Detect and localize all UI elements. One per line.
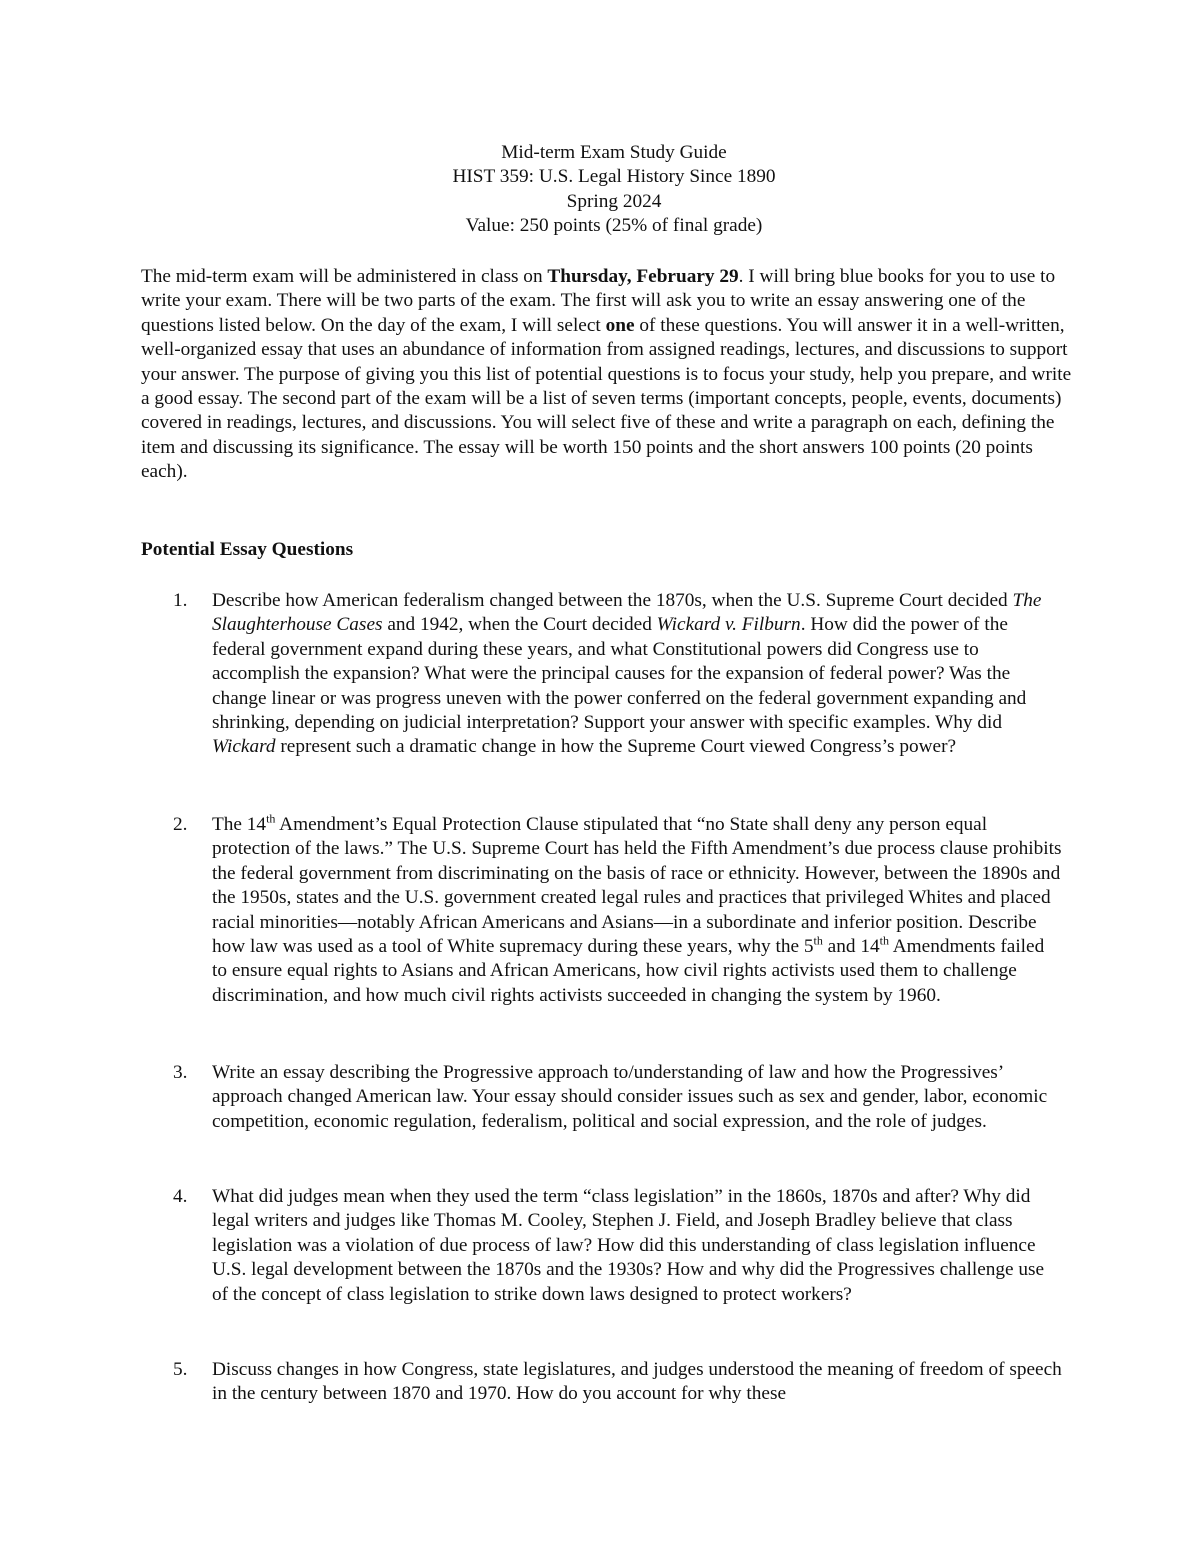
intro-emphasis-one: one xyxy=(605,314,635,336)
exam-value: Value: 250 points (25% of final grade) xyxy=(465,215,763,237)
question-text: Write an essay describing the Progressive approach to/understanding of law and how the Progressives’ approach changed American law. Your essay should consider issues such as sex and gender, labor, economic competition, economic regulation, federalism, political and social expression, and the role of judges. xyxy=(212,1062,1048,1132)
term-label: Spring 2024 xyxy=(566,190,662,212)
question-text-part: and 14 xyxy=(822,936,880,958)
ordinal-suffix: th xyxy=(879,933,889,948)
case-name: Wickard xyxy=(212,736,276,758)
document-title: Mid-term Exam Study Guide xyxy=(501,142,727,163)
question-text-part: . How did the power of the federal government expand during these years, and what Constitutional powers did Congress use to accomplish the expansion? What were the principal causes for the expansion of federal power? Was the change linear or was progress uneven with the power conferred on the federal government expanding and shrinking, depending on judicial interpretation? Support your answer with specific examples. Why did xyxy=(212,614,1027,734)
question-number: 4. xyxy=(173,1186,188,1207)
exam-date: Thursday, February 29 xyxy=(547,266,739,287)
question-text-part: The 14 xyxy=(212,814,267,835)
intro-text-3: of these questions. You will answer it in a well-written, well-organized essay that uses an abundance of information from assigned readings, lectures, and discussions to support your answer. The purpose of giving you this list of potential questions is to focus your study, help you prepare, and write a good essay. The second part of the exam will be a list of seven terms (important concepts, people, events, documents) covered in readings, lectures, and discussions. You will select five of these and write a paragraph on each, defining the item and discussing its significance. The essay will be worth 150 points and the short answers 100 points (20 points each). xyxy=(141,314,1072,483)
intro-text-1: The mid-term exam will be administered in class on xyxy=(141,266,548,287)
intro-paragraph xyxy=(141,265,1081,485)
question-number: 1. xyxy=(173,590,188,611)
case-name: Wickard v. Filburn xyxy=(656,614,801,636)
intro-text-2: . I will bring blue books for you to use to write your exam. There will be two parts of the exam. The first will ask you to write an essay answering one of the questions listed below. On the day of the exam, I will select xyxy=(141,266,1056,336)
question-text xyxy=(212,813,1062,1008)
question-text-part: Describe how American federalism changed between the 1870s, when the U.S. Supreme Court decided xyxy=(212,590,1013,611)
ordinal-suffix: th xyxy=(266,811,276,826)
document-header xyxy=(0,141,1200,239)
question-text-part: Amendments failed to ensure equal rights to Asians and African Americans, how civil rights activists used them to challenge discrimination, and how much civil rights activists succeeded in changing the system by 1960. xyxy=(212,936,1045,1006)
question-number: 3. xyxy=(173,1062,188,1083)
question-number: 2. xyxy=(173,814,188,835)
question-text: What did judges mean when they used the term “class legislation” in the 1860s, 1870s and after? Why did legal writers and judges like Thomas M. Cooley, Stephen J. Field, and Joseph Bradley believe that class legislation was a violation of due process of law? How did this understanding of class legislation influence U.S. legal development between the 1870s and the 1930s? How and why did the Progressives challenge use of the concept of class legislation to strike down laws designed to protect workers? xyxy=(212,1186,1045,1305)
question-text-part: and 1942, when the Court decided xyxy=(382,614,657,636)
question-text xyxy=(212,589,1062,760)
section-heading: Potential Essay Questions xyxy=(141,539,354,560)
question-text-part: represent such a dramatic change in how the Supreme Court viewed Congress’s power? xyxy=(275,736,957,758)
question-text-part: Amendment’s Equal Protection Clause stipulated that “no State shall deny any person equal protection of the laws.” The U.S. Supreme Court has held the Fifth Amendment’s due process clause prohibits the federal government from discriminating on the basis of race or ethnicity. However, between the 1890s and the 1950s, states and the U.S. government created legal rules and practices that privileged Whites and placed racial minorities—notably African Americans and Asians—in a subordinate and inferior position. Describe how law was used as a tool of White supremacy during these years, why the 5 xyxy=(212,814,1062,958)
ordinal-suffix: th xyxy=(813,933,823,948)
question-text: Discuss changes in how Congress, state legislatures, and judges understood the meaning of freedom of speech in the century between 1870 and 1970. How do you account for why these xyxy=(212,1359,1062,1405)
question-number: 5. xyxy=(173,1359,188,1380)
case-name: The Slaughterhouse Cases xyxy=(212,590,1042,636)
course-title: HIST 359: U.S. Legal History Since 1890 xyxy=(452,166,776,188)
